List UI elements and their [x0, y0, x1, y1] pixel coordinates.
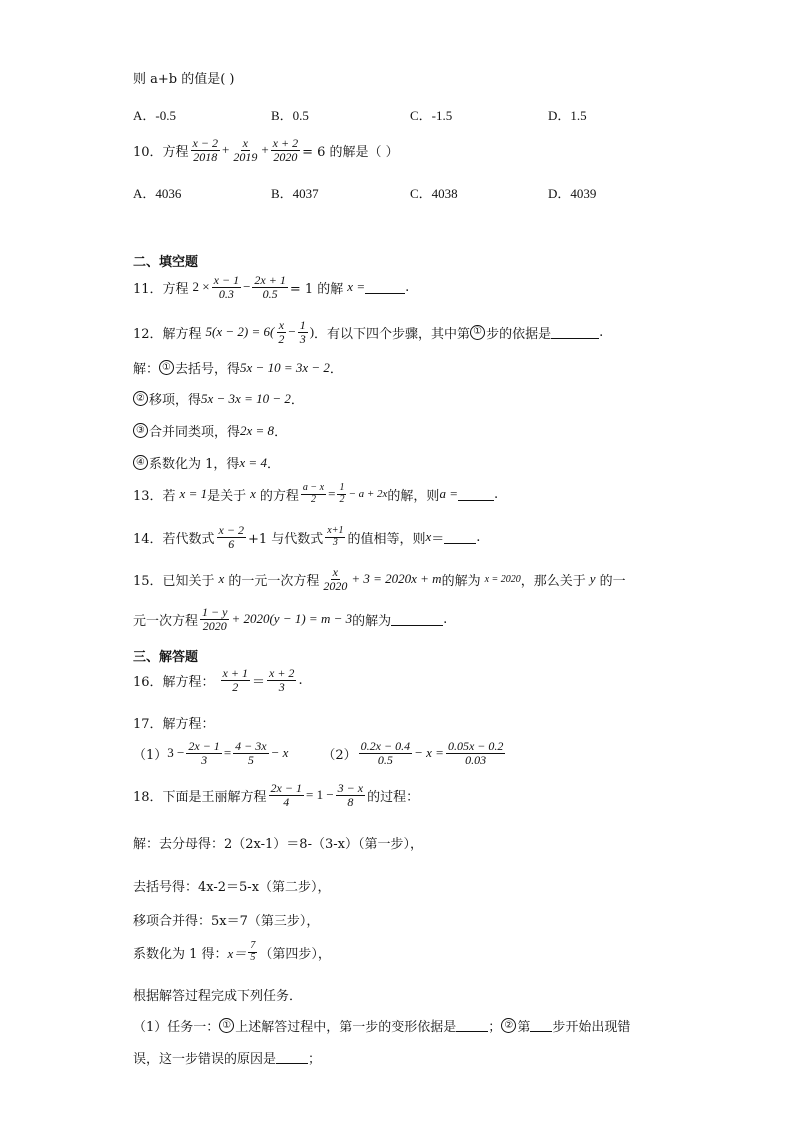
- q18-task-1-line-2: 误，这一步错误的原因是 ；: [133, 1052, 322, 1067]
- q18-instruction: 根据解答过程完成下列任务．: [133, 989, 303, 1004]
- q16-fraction-1: $\frac{x + 1}{2}$: [222, 666, 248, 694]
- q14-fraction-2: $\frac{x+1}{3}$: [327, 525, 344, 548]
- circled-3-icon: ③: [133, 423, 148, 438]
- q16-stem: 16．解方程： $\frac{x + 1}{2}$ ＝ $\frac{x + 2}{3}$ .: [133, 666, 303, 694]
- q12-answer-blank[interactable]: [551, 326, 599, 339]
- q15-answer-blank[interactable]: [391, 613, 443, 626]
- circled-2-icon: ②: [501, 1018, 516, 1033]
- q18-task-1-line-1: （1）任务一： ① 上述解答过程中，第一步的变形依据是 ； ② 第 步开始出现错: [133, 1019, 631, 1035]
- q12-step-4: ④ 系数化为 1，得 x = 4 ．: [133, 453, 280, 472]
- q18-step-3: 移项合并得：5x＝7（第三步），: [133, 914, 320, 929]
- q11-fraction-2: $\frac{2x + 1}{0.5}$: [254, 273, 286, 301]
- q17-stem: 17．解方程：: [133, 717, 215, 732]
- q17-p1-fraction-1: $\frac{2x - 1}{3}$: [188, 739, 220, 767]
- q13-fraction-1: $\frac{a - x}{2}$: [302, 482, 325, 505]
- q17-p2-fraction-1: $\frac{0.2x - 0.4}{0.5}$: [360, 739, 411, 767]
- q16-fraction-2: $\frac{x + 2}{3}$: [269, 666, 295, 694]
- q13-fraction-2: $\frac{1}{2}$: [339, 482, 345, 505]
- q14-fraction-1: $\frac{x - 2}{6}$: [218, 523, 244, 551]
- circled-1-icon: ①: [219, 1018, 234, 1033]
- q13-answer-blank[interactable]: [458, 488, 494, 501]
- section-fill-in-title: 二、填空题: [133, 255, 199, 270]
- q18-stem: 18．下面是王丽解方程 $\frac{2x - 1}{4}$ = 1 − $\frac{3 - x}{8}$ 的过程：: [133, 781, 420, 809]
- q9-option-a[interactable]: A．-0.5: [133, 108, 176, 123]
- q17-parts: （1） 3 − $\frac{2x - 1}{3}$ = $\frac{4 - 3x}{5}$ − x （2） $\frac{0.2x - 0.4}{0.5}$ − x = $\frac{0.05x - 0.2}{0.03}$: [133, 739, 504, 767]
- q9-stem: 则 a+b 的值是( ): [133, 72, 235, 87]
- q13-stem: 13．若 x = 1 是关于 x 的方程 $\frac{a - x}{2}$ = $\frac{1}{2}$ − a + 2x 的解，则 a = .: [133, 482, 499, 505]
- q12-step-2: ② 移项，得 5x − 3x = 10 − 2 ．: [133, 389, 304, 408]
- q9-option-d[interactable]: D．1.5: [548, 108, 587, 123]
- q18-basis-blank[interactable]: [456, 1019, 488, 1032]
- q18-step-2: 去括号得：4x-2＝5-x（第二步），: [133, 880, 331, 895]
- q10-stem: 10．方程 $\frac{x - 2}{2018}$ + $\frac{x}{2019}$ + $\frac{x + 2}{2020}$ = 6 的解是（ ）: [133, 136, 399, 164]
- q9-option-c[interactable]: C．-1.5: [410, 108, 453, 123]
- q11-answer-blank[interactable]: [365, 281, 405, 294]
- q18-fraction-3: $\frac{7}{5}$: [250, 940, 256, 963]
- q10-option-a[interactable]: A．4036: [133, 186, 182, 201]
- q12-step-1: 解： ① 去括号，得 5x − 10 = 3x − 2 ．: [133, 359, 343, 377]
- circled-1-icon: ①: [470, 325, 485, 340]
- q18-step-blank[interactable]: [530, 1019, 552, 1032]
- q15-fraction-2: $\frac{1 - y}{2020}$: [202, 605, 228, 633]
- q10-option-b[interactable]: B．4037: [271, 186, 319, 201]
- section-solve-title: 三、解答题: [133, 650, 199, 665]
- q12-fraction-1: $\frac{x}{2}$: [278, 318, 285, 346]
- q14-answer-blank[interactable]: [444, 531, 476, 544]
- circled-2-icon: ②: [133, 391, 148, 406]
- q18-step-4: 系数化为 1 得： x＝ $\frac{7}{5}$ （第四步），: [133, 940, 331, 963]
- q14-stem: 14．若代数式 $\frac{x - 2}{6}$ +1 与代数式 $\frac{x+1}{3}$ 的值相等，则 x ＝ .: [133, 523, 481, 551]
- q10-fraction-3: $\frac{x + 2}{2020}$: [272, 136, 299, 164]
- q18-step-1: 解：去分母得：2（2x-1）＝8-（3-x）（第一步），: [133, 837, 423, 852]
- q18-reason-blank[interactable]: [276, 1051, 308, 1064]
- circled-4-icon: ④: [133, 455, 148, 470]
- q17-p1-fraction-2: $\frac{4 - 3x}{5}$: [235, 739, 267, 767]
- q18-fraction-2: $\frac{3 - x}{8}$: [337, 781, 364, 809]
- q17-p2-fraction-2: $\frac{0.05x - 0.2}{0.03}$: [447, 739, 504, 767]
- q10-option-c[interactable]: C．4038: [410, 186, 458, 201]
- q12-stem: 12．解方程 5(x − 2) = 6( $\frac{x}{2}$ − $\frac{1}{3}$ ) ．有以下四个步骤，其中第 ① 步的依据是 .: [133, 318, 604, 346]
- q18-fraction-1: $\frac{2x - 1}{4}$: [270, 781, 302, 809]
- q10-fraction-2: $\frac{x}{2019}$: [233, 136, 258, 164]
- circled-1-icon: ①: [159, 360, 174, 375]
- q12-step-3: ③ 合并同类项，得 2x = 8 ．: [133, 421, 287, 440]
- q10-option-d[interactable]: D．4039: [548, 186, 597, 201]
- q15-stem-line-1: 15．已知关于 x 的一元一次方程 $\frac{x}{2020}$ + 3 = 2020x + m 的解为 x = 2020 ，那么关于 y 的一: [133, 565, 626, 593]
- q11-stem: 11．方程 2 × $\frac{x - 1}{0.3}$ − $\frac{2x + 1}{0.5}$ = 1 的解 x = .: [133, 273, 410, 301]
- q9-option-b[interactable]: B．0.5: [271, 108, 309, 123]
- q15-fraction-1: $\frac{x}{2020}$: [323, 565, 348, 593]
- q11-fraction-1: $\frac{x - 1}{0.3}$: [213, 273, 240, 301]
- q10-fraction-1: $\frac{x - 2}{2018}$: [192, 136, 218, 164]
- q15-stem-line-2: 元一次方程 $\frac{1 - y}{2020}$ + 2020(y − 1) = m − 3 的解为 .: [133, 605, 448, 633]
- q12-fraction-2: $\frac{1}{3}$: [299, 318, 306, 346]
